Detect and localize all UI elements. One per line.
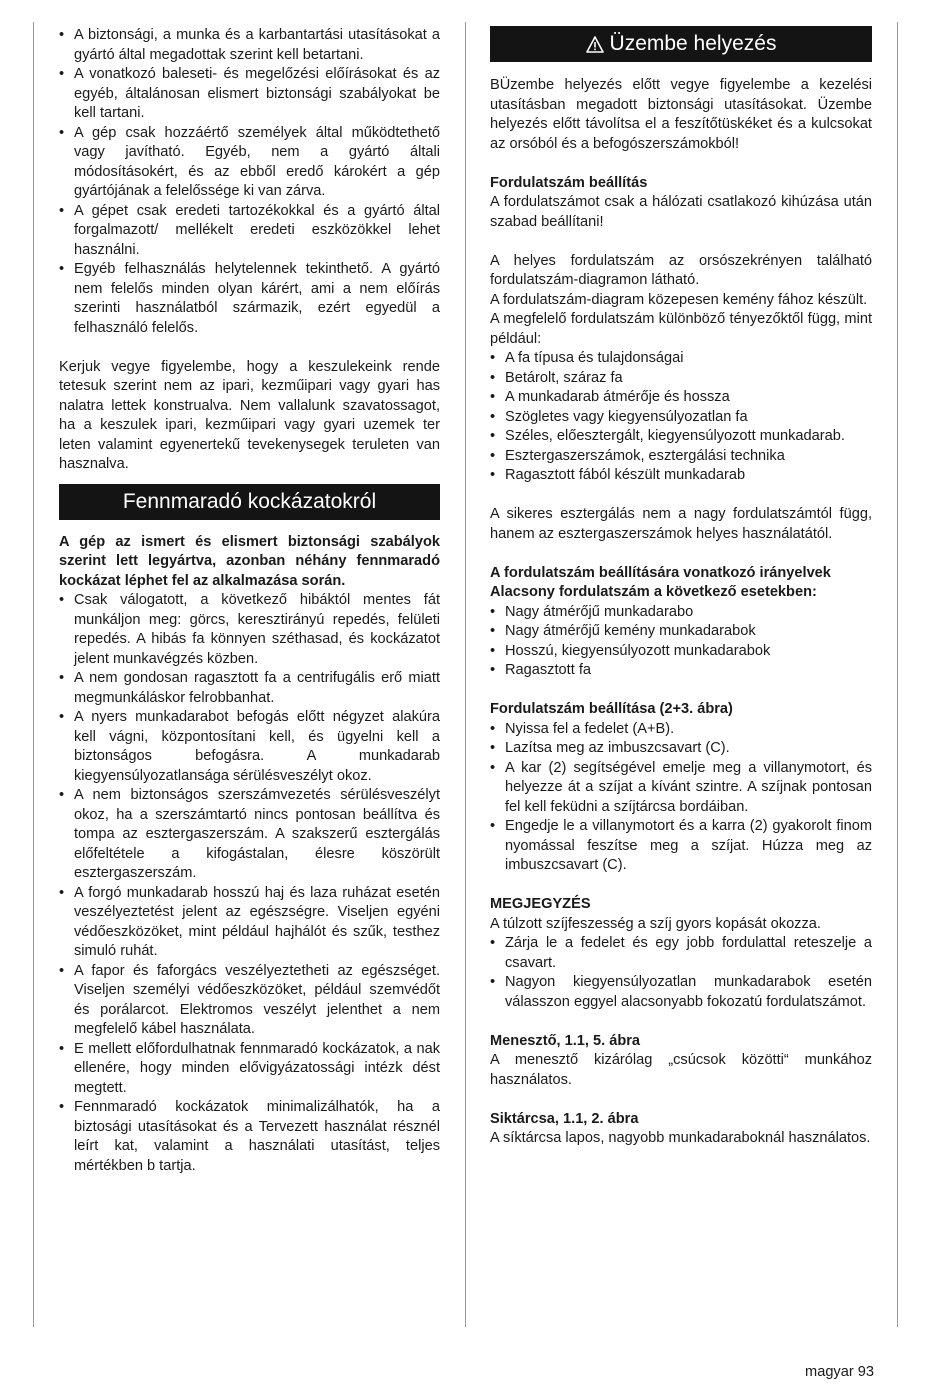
- startup-section-title: [490, 26, 872, 62]
- list-item: • Egyéb felhasználás helytelennek tekinthető. A gyártó nem felelős minden olyan kárért, ami a nem előírás szerinti használatból származik, ezért egyedül a felhasználó felelős.: [59, 260, 440, 338]
- list-item: • A biztonsági, a munka és a karbantartási utasításokat a gyártó által megadottak szerint kell betartani.: [59, 26, 440, 65]
- low-speed-list: [490, 603, 872, 681]
- column-divider: [465, 22, 466, 1327]
- speed-heading: Fordulatszám beállítás: [490, 174, 648, 191]
- list-item: • Zárja le a fedelet és egy jobb fordulattal reteszelje a csavart.: [490, 934, 872, 973]
- diagram-text-3: A megfelelő fordulatszám különböző tényezőktől függ, mint például:: [490, 311, 872, 347]
- list-item: • Engedje le a villanymotort és a karra (2) gyakorolt finom nyomással feszítse meg a szíjat. Húzza meg az imbuszcsavart (C).: [490, 817, 872, 876]
- startup-intro: BÜzembe helyezés előtt vegye figyelembe a kezelési utasításban megadott biztonsági utasításokat. Üzembe helyezés előtt távolítsa el a feszítőtüskéket és a kulcsokat az orsóból és a befogószerszámokból!: [490, 77, 872, 152]
- note-bullet-list: [490, 934, 872, 1012]
- list-item: • Fennmaradó kockázatok minimalizálhatók, ha a biztosági utasításokat és a Tervezett használat résznél leírt kat, valamint a használati utasítást, teljes mértékben b tartja.: [59, 1098, 440, 1176]
- faceplate-heading: Siktárcsa, 1.1, 2. ábra: [490, 1110, 639, 1127]
- list-item: • Hosszú, kiegyensúlyozott munkadarabok: [490, 642, 872, 662]
- page-number: magyar 93: [805, 1364, 874, 1380]
- list-item: • A gépet csak eredeti tartozékokkal és a gyártó által forgalmazott/ mellékelt eredeti eszközökkel lehet használni.: [59, 202, 440, 261]
- list-item: • A vonatkozó baleseti- és megelőzési előírásokat és az egyéb, általánosan elismert biztonsági szabályokat be kell tartani.: [59, 65, 440, 124]
- list-item: • A nyers munkadarabot befogás előtt négyzet alakúra kell vágni, központosítani kell, és ügyelni kell a biztonságos befogásra. A munkadarab kiegyensúlyozatlansága sérülésveszélyt okoz.: [59, 708, 440, 786]
- note-text: A túlzott szíjfeszesség a szíj gyors kopását okozza.: [490, 915, 821, 932]
- risk-intro: A gép az ismert és elismert biztonsági szabályok szerint lett legyártva, azonban néhány fennmaradó kockázat léphet fel az alkalmazása során.: [59, 533, 440, 589]
- disclaimer-paragraph: Kerjuk vegye figyelembe, hogy a keszulekeink rende tetesuk szerint nem az ipari, kezműipari vagy gyari has nalatra lettek konstrualva. Nem vallalunk szavatossagot, ha a keszulek ipari, kezműipari vagy gyari uzemek ter leten valamint egyenertekű tevekenysegek teruleten van hasznalva.: [59, 358, 440, 472]
- list-item: • Nagyon kiegyensúlyozatlan munkadarabok esetén válasszon eggyel alacsonyabb fokozatú fordulatszámot.: [490, 973, 872, 1012]
- warning-triangle-icon: [586, 29, 604, 65]
- list-item: • A forgó munkadarab hosszú haj és laza ruházat esetén veszélyeztetést jelent az egészségre. Viseljen egyéni védőeszközöket, mint például hajhálót és szűk, testhez simuló ruhát.: [59, 884, 440, 962]
- low-speed-heading: Alacsony fordulatszám a következő esetekben:: [490, 584, 817, 600]
- list-item: • A gép csak hozzáértő személyek által működtethető vagy javítható. Egyéb, nem a gyártó általi módosításokért, és az ebből eredő károkért a gép gyártójának a felelőssége ki van zárva.: [59, 124, 440, 202]
- startup-title-text: Üzembe helyezés: [609, 32, 777, 55]
- list-item: • A fapor és faforgács veszélyeztetheti az egészséget. Viseljen személyi védőeszközöket, például szemvédőt és porálarcot. Elektromos veszélyt jelenthet a nem megfelelő kábel használata.: [59, 962, 440, 1040]
- list-item: • Ragasztott fa: [490, 661, 872, 681]
- risk-section-title: Fennmaradó kockázatokról: [59, 484, 440, 520]
- list-item: • A nem gondosan ragasztott fa a centrifugális erő miatt megmunkáláskor felrobbanhat.: [59, 669, 440, 708]
- list-item: • Betárolt, száraz fa: [490, 369, 872, 389]
- safety-bullet-list: [59, 26, 440, 338]
- list-item: • A munkadarab átmérője és hossza: [490, 388, 872, 408]
- faceplate-text: A síktárcsa lapos, nagyobb munkadaraboknál használatos.: [490, 1130, 871, 1146]
- list-item: • A nem biztonságos szerszámvezetés sérülésveszélyt okoz, ha a szerszámtartó nincs pontosan beállítva és tompa az esztergaszerszám. A szakszerű esztergálás előfeltétele a kifogástalan, élesre köszörült esztergaszerszám.: [59, 786, 440, 884]
- right-column: [490, 26, 872, 1149]
- speed-text: A fordulatszámot csak a hálózati csatlakozó kihúzása után szabad beállítani!: [490, 194, 872, 230]
- list-item: • E mellett előfordulhatnak fennmaradó kockázatok, a nak ellenére, hogy minden elővigyázatossági intézk dést megtett.: [59, 1040, 440, 1099]
- note-heading: MEGJEGYZÉS: [490, 896, 591, 912]
- guide-heading: A fordulatszám beállítására vonatkozó irányelvek: [490, 564, 831, 581]
- driver-heading: Menesztő, 1.1, 5. ábra: [490, 1032, 641, 1049]
- list-item: • Szögletes vagy kiegyensúlyozatlan fa: [490, 408, 872, 428]
- list-item: • Csak válogatott, a következő hibáktól mentes fát munkáljon meg: görcs, keresztirányú repedés, felületi repedés. A hibás fa könnyen széthasad, és kockázatot jelent munkavégzés közben.: [59, 591, 440, 669]
- list-item: • A fa típusa és tulajdonságai: [490, 349, 872, 369]
- list-item: • Nagy átmérőjű kemény munkadarabok: [490, 622, 872, 642]
- list-item: • Nyissa fel a fedelet (A+B).: [490, 720, 872, 740]
- left-border-line: [33, 22, 34, 1327]
- list-item: • Esztergaszerszámok, esztergálási technika: [490, 447, 872, 467]
- list-item: • Lazítsa meg az imbuszcsavart (C).: [490, 739, 872, 759]
- factor-list: [490, 349, 872, 486]
- list-item: • Széles, előesztergált, kiegyensúlyozott munkadarab.: [490, 427, 872, 447]
- diagram-text-2: A fordulatszám-diagram közepesen kemény fához készült.: [490, 291, 868, 308]
- diagram-text-1: A helyes fordulatszám az orsószekrényen található fordulatszám-diagramon látható.: [490, 252, 872, 288]
- setting-steps-list: [490, 720, 872, 876]
- left-column: [59, 26, 440, 1176]
- list-item: • Ragasztott fából készült munkadarab: [490, 466, 872, 486]
- risk-bullet-list: [59, 591, 440, 1176]
- list-item: • Nagy átmérőjű munkadarabo: [490, 603, 872, 623]
- list-item: • A kar (2) segítségével emelje meg a villanymotort, és helyezze át a szíjat a kívánt szintre. A szíjnak pontosan fel kell feküdni a szíjtárcsa bordáiban.: [490, 759, 872, 818]
- setting-heading: Fordulatszám beállítása (2+3. ábra): [490, 701, 733, 717]
- right-border-line: [897, 22, 898, 1327]
- success-text: A sikeres esztergálás nem a nagy fordulatszámtól függ, hanem az esztergaszerszámok helyes használatától.: [490, 506, 872, 542]
- driver-text: A menesztő kizárólag „csúcsok közötti“ munkához használatos.: [490, 1052, 872, 1088]
